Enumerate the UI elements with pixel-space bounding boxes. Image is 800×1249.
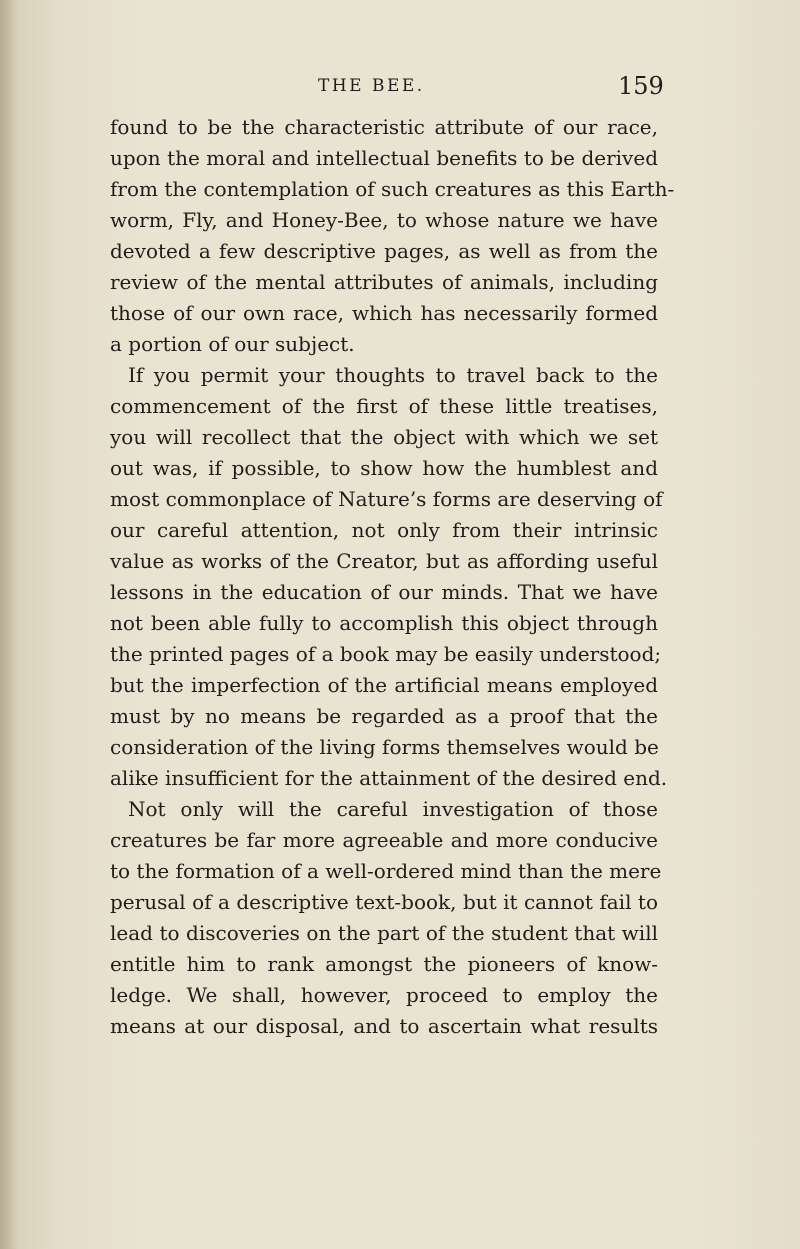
text-line: If you permit your thoughts to travel back to the [128, 363, 658, 387]
text-line: you will recollect that the object with which we set [110, 425, 658, 449]
text-line: Not only will the careful investigation of those [128, 797, 658, 821]
text-line: most commonplace of Nature’s forms are deserving of [110, 487, 663, 511]
text-line: worm, Fly, and Honey-Bee, to whose nature we have [110, 208, 658, 232]
text-line: a portion of our subject. [110, 332, 355, 356]
text-line: not been able fully to accomplish this object through [110, 611, 658, 635]
text-line: those of our own race, which has necessarily formed [110, 301, 658, 325]
text-line: creatures be far more agreeable and more conducive [110, 828, 658, 852]
text-line: lessons in the education of our minds. That we have [110, 580, 658, 604]
text-line: ledge. We shall, however, proceed to employ the [110, 983, 658, 1007]
text-line: commencement of the first of these little treatises, [110, 394, 658, 418]
text-line: entitle him to rank amongst the pioneers of know- [110, 952, 658, 976]
text-line: but the imperfection of the artificial means employed [110, 673, 658, 697]
text-line: to the formation of a well-ordered mind than the mere [110, 859, 662, 883]
text-line: must by no means be regarded as a proof that the [110, 704, 658, 728]
body-text [110, 112, 675, 1042]
text-line: perusal of a descriptive text-book, but it cannot fail to [110, 890, 658, 914]
text-line: from the contemplation of such creatures as this Earth- [110, 177, 675, 201]
text-line: our careful attention, not only from their intrinsic [110, 518, 658, 542]
text-line: found to be the characteristic attribute of our race, [110, 115, 658, 139]
text-line: value as works of the Creator, but as affording useful [110, 549, 658, 573]
text-line: consideration of the living forms themselves would be [110, 735, 659, 759]
text-line: devoted a few descriptive pages, as well as from the [110, 239, 658, 263]
text-line: the printed pages of a book may be easily understood; [110, 642, 662, 666]
text-line: means at our disposal, and to ascertain what results [110, 1014, 658, 1038]
text-line: out was, if possible, to show how the humblest and [110, 456, 658, 480]
text-line: upon the moral and intellectual benefits to be derived [110, 146, 658, 170]
gutter-shadow [0, 0, 18, 1249]
text-line: lead to discoveries on the part of the student that will [110, 921, 658, 945]
running-head [0, 72, 800, 106]
text-line: alike insufficient for the attainment of the desired end. [110, 766, 668, 790]
page-number: 159 [618, 72, 664, 100]
text-line: review of the mental attributes of animals, including [110, 270, 658, 294]
running-title: THE BEE. [318, 76, 425, 96]
